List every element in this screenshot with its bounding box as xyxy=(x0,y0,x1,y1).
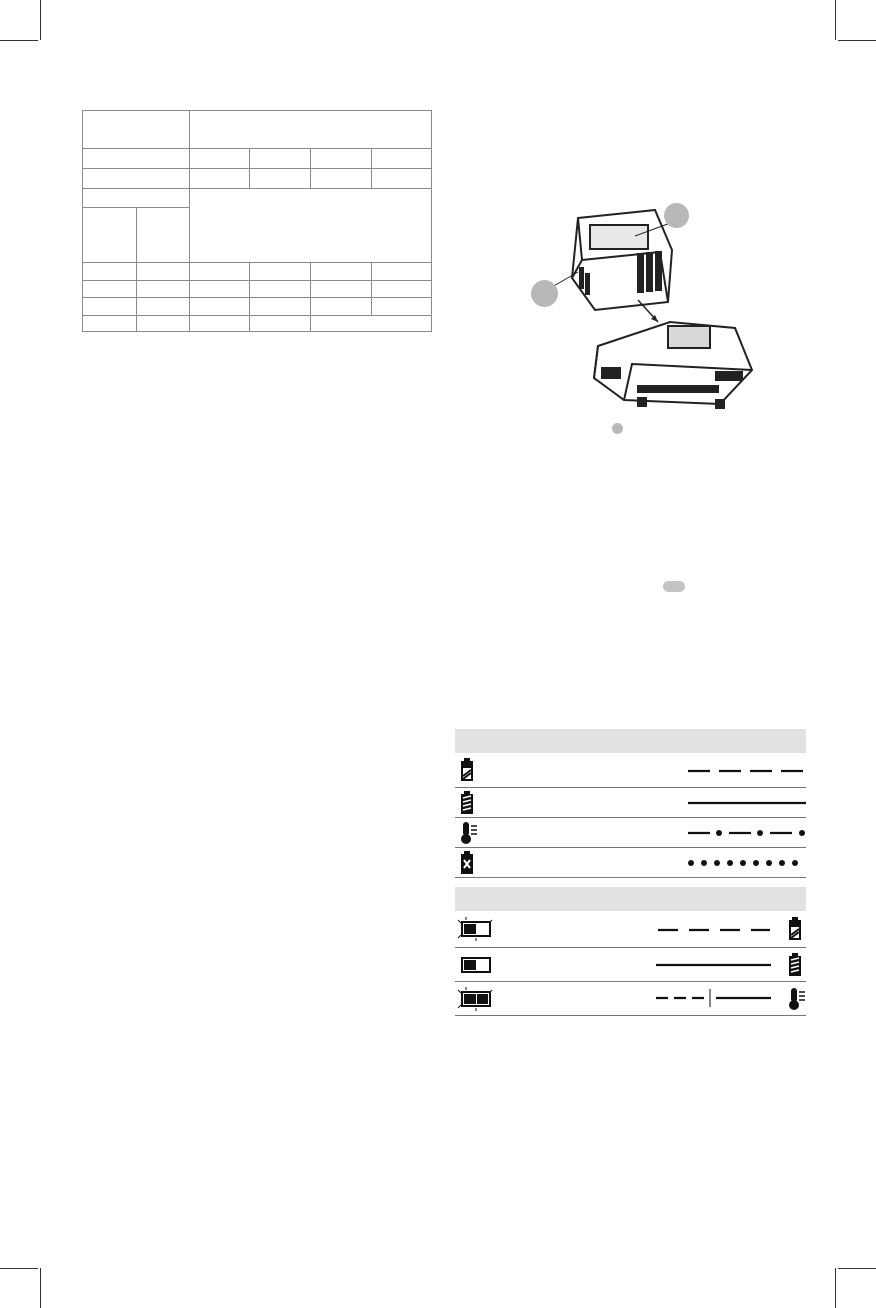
pack-indicator-table xyxy=(455,887,806,1016)
charger-drawing xyxy=(594,322,752,408)
long-dash-blink-pattern xyxy=(688,768,806,774)
battery-pack-drawing xyxy=(572,210,672,310)
dash-then-solid-pattern xyxy=(656,988,771,1008)
battery-full-icon xyxy=(460,791,474,815)
solid-on-pattern xyxy=(688,800,806,806)
indicator-row-hot-cold xyxy=(455,818,806,848)
indicator-row-full xyxy=(455,788,806,818)
spec-table xyxy=(82,110,432,332)
charger-indicator-header xyxy=(455,729,806,753)
pack-row-full xyxy=(455,948,806,982)
hot-cold-thermometer-icon xyxy=(788,987,806,1011)
callout-marker-1 xyxy=(664,203,689,228)
battery-charger-drawing xyxy=(520,190,770,440)
caption-marker xyxy=(612,423,623,434)
battery-full-icon xyxy=(788,953,802,977)
inline-reference-marker xyxy=(663,581,685,592)
indicator-row-fault xyxy=(455,848,806,878)
pack-led-full-blink-icon xyxy=(455,987,495,1011)
pack-indicator-header xyxy=(455,887,806,911)
battery-charging-icon xyxy=(788,917,802,941)
solid-on-pattern xyxy=(656,962,771,968)
indicator-row-charging xyxy=(455,753,806,788)
battery-charging-icon xyxy=(460,758,474,782)
pack-row-charging xyxy=(455,911,806,948)
hot-cold-thermometer-icon xyxy=(460,821,478,845)
battery-fault-x-icon xyxy=(460,851,474,875)
fast-dots-pattern xyxy=(688,859,806,867)
charger-indicator-table xyxy=(455,729,806,878)
pack-led-half-blink-icon xyxy=(455,917,495,941)
battery-charger-illustration xyxy=(520,190,770,440)
pack-led-half-icon xyxy=(455,953,495,977)
long-dash-blink-pattern xyxy=(658,927,770,933)
pack-row-hot-cold xyxy=(455,982,806,1016)
callout-marker-2 xyxy=(531,280,558,307)
dash-dot-pattern xyxy=(688,829,806,837)
